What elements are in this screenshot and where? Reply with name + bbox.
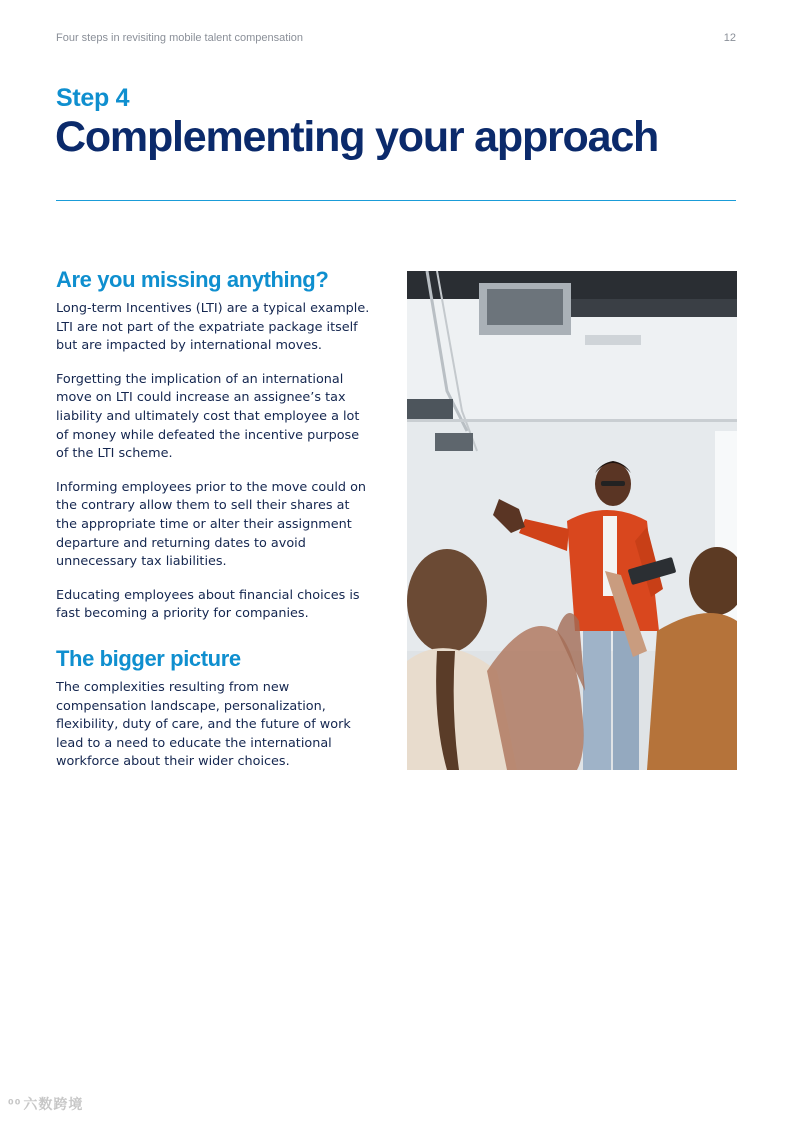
- page-number: 12: [723, 32, 736, 44]
- presenter-photo: [407, 271, 737, 770]
- paragraph: The complexities resulting from new compensation landscape, personalization, flexibility, duty of care, and the future of work lead to a need to educate the international workforce about their wider choices.: [56, 679, 351, 770]
- text-column: [56, 266, 372, 787]
- paragraph: Forgetting the implication of an international move on LTI could increase an assignee’s tax liability and ultimately cost that employee a lot of money while defeated the incentive purpose of the LTI scheme.: [56, 371, 360, 462]
- presenter-photo-icon: [407, 271, 737, 770]
- watermark-text: 六数跨境: [23, 1097, 84, 1113]
- paragraph: Educating employees about financial choices is fast becoming a priority for companies.: [56, 587, 360, 622]
- watermark: [8, 1094, 83, 1114]
- page-title: Complementing your approach: [55, 113, 659, 161]
- section-heading-bigger-picture: The bigger picture: [56, 645, 241, 671]
- step-label: Step 4: [56, 84, 130, 112]
- running-header: Four steps in revisiting mobile talent compensation: [56, 32, 304, 44]
- watermark-logo-icon: ⁰⁰: [8, 1098, 22, 1113]
- paragraph: Informing employees prior to the move could on the contrary allow them to sell their shares at the appropriate time or alter their assignment departure and returning dates to avoid unnecessary tax liabilities.: [56, 479, 367, 570]
- title-divider: [56, 200, 736, 201]
- paragraph: Long-term Incentives (LTI) are a typical example. LTI are not part of the expatriate package itself but are impacted by international moves.: [56, 301, 370, 354]
- section-heading-missing: Are you missing anything?: [56, 267, 329, 292]
